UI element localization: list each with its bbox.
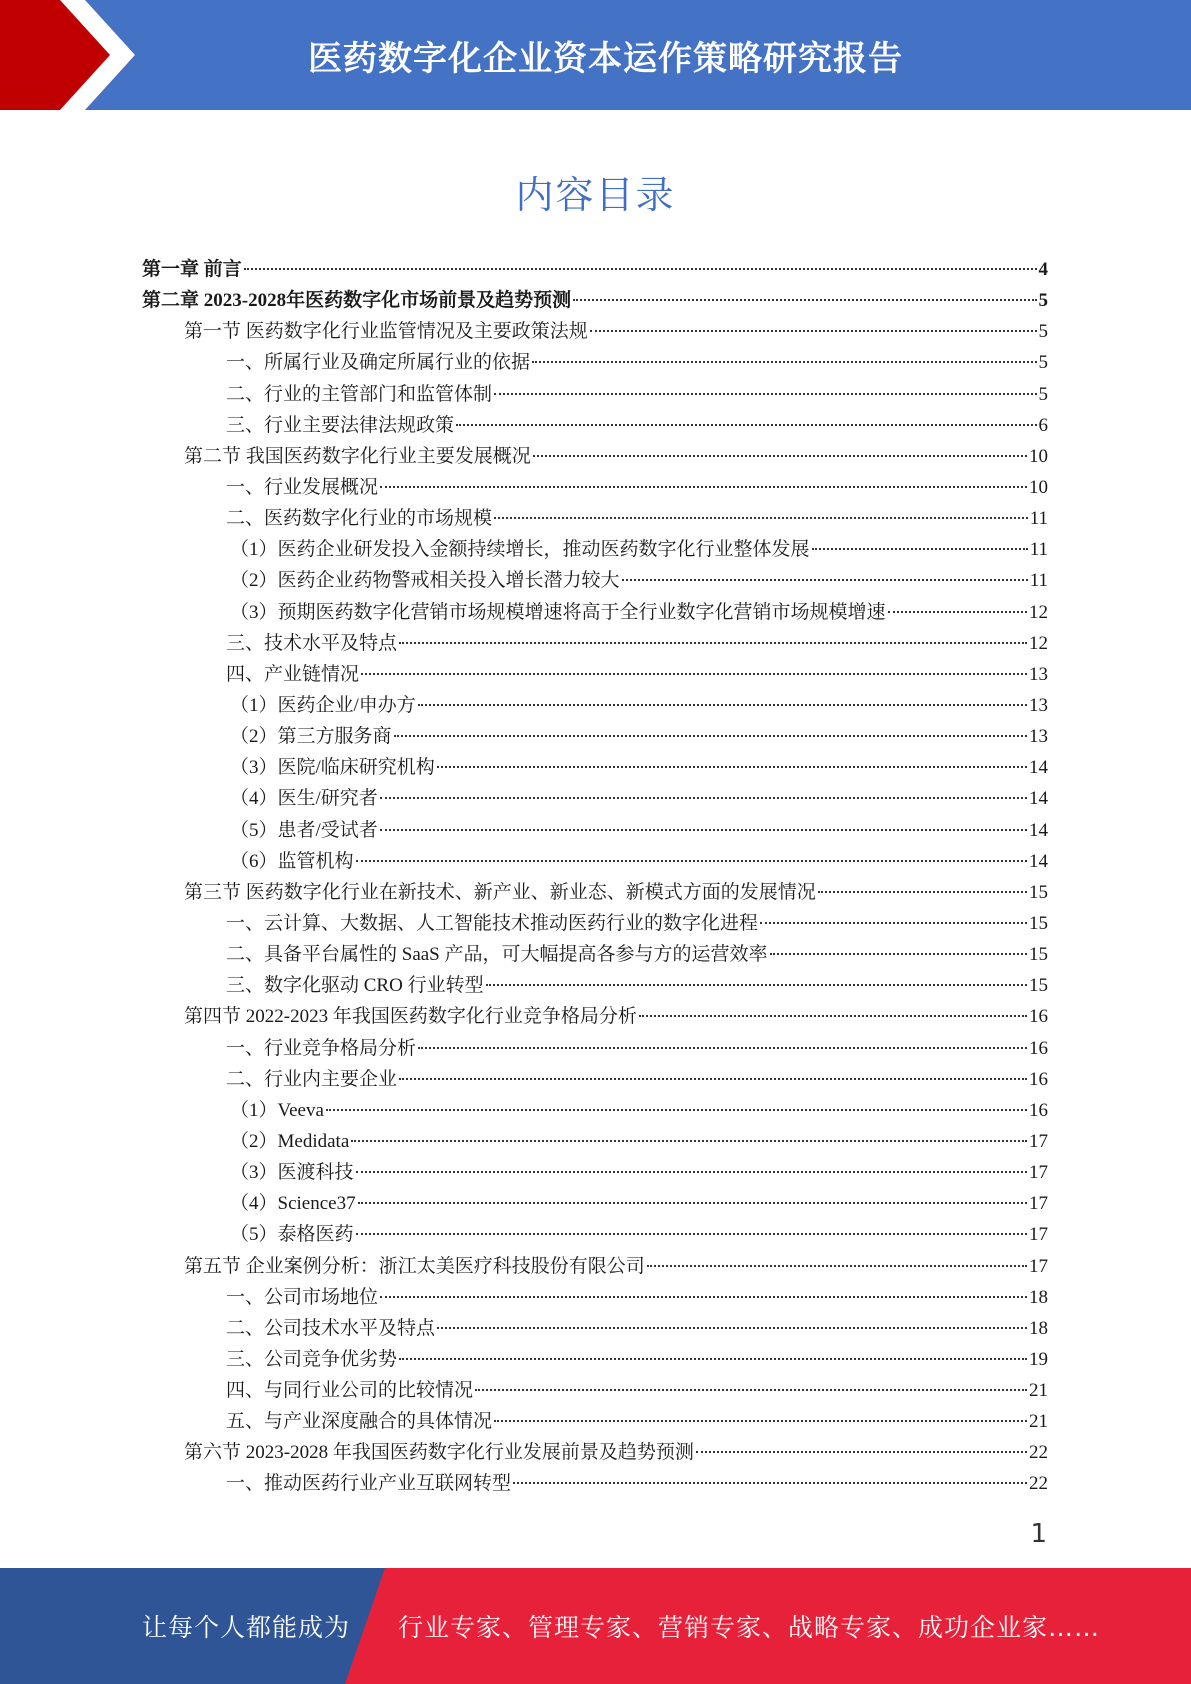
toc-entry-label: 五、与产业深度融合的具体情况	[226, 1411, 493, 1433]
toc-entry-label: 第二章 2023-2028年医药数字化市场前景及趋势预测	[142, 290, 572, 312]
toc-entry-page: 21	[1029, 1411, 1048, 1433]
toc-entry-page: 14	[1029, 757, 1048, 779]
toc-leader-dots	[380, 797, 1027, 799]
toc-entry-page: 15	[1029, 912, 1048, 934]
toc-leader-dots	[573, 299, 1036, 301]
toc-entry-label: 二、医药数字化行业的市场规模	[226, 508, 493, 530]
toc-entry[interactable]	[142, 441, 1048, 472]
toc-entry-page: 14	[1029, 850, 1048, 872]
toc-leader-dots	[399, 1358, 1027, 1360]
toc-entry-page: 14	[1029, 788, 1048, 810]
toc-entry-label: 一、推动医药行业产业互联网转型	[226, 1473, 512, 1495]
toc-entry-label: （2）第三方服务商	[230, 726, 392, 748]
toc-leader-dots	[486, 984, 1027, 986]
toc-entry-label: （3）医渡科技	[230, 1162, 354, 1184]
toc-entry-label: 三、数字化驱动 CRO 行业转型	[226, 975, 484, 997]
toc-entry-label: 第一节 医药数字化行业监管情况及主要政策法规	[184, 321, 588, 343]
toc-entry-page: 16	[1029, 1037, 1048, 1059]
toc-leader-dots	[639, 1015, 1027, 1017]
toc-entry[interactable]	[142, 628, 1048, 659]
toc-leader-dots	[494, 1420, 1027, 1422]
toc-entry[interactable]	[142, 1157, 1048, 1188]
toc-leader-dots	[418, 704, 1027, 706]
toc-entry[interactable]	[142, 1375, 1048, 1406]
toc-entry-page: 13	[1029, 726, 1048, 748]
footer-banner	[0, 1568, 1191, 1684]
toc-entry[interactable]	[142, 1033, 1048, 1064]
toc-entry-page: 22	[1029, 1442, 1048, 1464]
toc-entry-label: 第六节 2023-2028 年我国医药数字化行业发展前景及趋势预测	[184, 1442, 694, 1464]
toc-entry[interactable]	[142, 1219, 1048, 1250]
toc-leader-dots	[356, 1171, 1027, 1173]
toc-entry-label: 一、云计算、大数据、人工智能技术推动医药行业的数字化进程	[226, 912, 759, 934]
toc-leader-dots	[399, 1078, 1027, 1080]
toc-entry[interactable]	[142, 1188, 1048, 1219]
toc-entry-label: （2）医药企业药物警戒相关投入增长潜力较大	[230, 570, 620, 592]
toc-leader-dots	[380, 829, 1027, 831]
toc-entry[interactable]	[142, 472, 1048, 503]
toc-entry-page: 14	[1029, 819, 1048, 841]
toc-leader-dots	[356, 860, 1027, 862]
toc-entry-page: 18	[1029, 1317, 1048, 1339]
toc-entry[interactable]	[142, 846, 1048, 877]
toc-leader-dots	[760, 922, 1027, 924]
header-arrow-decoration	[0, 0, 140, 110]
toc-leader-dots	[394, 735, 1027, 737]
toc-entry-label: （2）Medidata	[230, 1130, 350, 1152]
toc-entry-label: 第一章 前言	[142, 259, 242, 280]
toc-entry[interactable]	[142, 565, 1048, 596]
toc-entry-page: 18	[1029, 1286, 1048, 1308]
toc-leader-dots	[437, 1327, 1027, 1329]
toc-entry[interactable]	[142, 1282, 1048, 1313]
toc-entry-page: 12	[1029, 601, 1048, 623]
toc-leader-dots	[818, 891, 1027, 893]
toc-entry-label: 一、所属行业及确定所属行业的依据	[226, 352, 531, 374]
toc-entry-label: 三、公司竞争优劣势	[226, 1348, 398, 1370]
footer-slogan-right: 行业专家、管理专家、营销专家、战略专家、成功企业家……	[398, 1613, 1101, 1642]
toc-entry[interactable]	[142, 1437, 1048, 1468]
table-of-contents	[142, 254, 1048, 1500]
toc-entry-page: 5	[1038, 290, 1048, 312]
toc-leader-dots	[888, 611, 1027, 613]
toc-entry[interactable]	[142, 690, 1048, 721]
toc-entry[interactable]	[142, 254, 1048, 285]
toc-entry-label: 第五节 企业案例分析：浙江太美医疗科技股份有限公司	[184, 1255, 645, 1277]
toc-entry-label: （4）Science37	[230, 1193, 356, 1215]
toc-leader-dots	[418, 1047, 1027, 1049]
toc-entry-page: 6	[1038, 414, 1048, 436]
toc-entry[interactable]	[142, 1313, 1048, 1344]
toc-leader-dots	[647, 1265, 1027, 1267]
toc-entry[interactable]	[142, 1001, 1048, 1032]
toc-entry[interactable]	[142, 815, 1048, 846]
toc-leader-dots	[812, 548, 1028, 550]
toc-entry-label: 四、产业链情况	[226, 663, 360, 685]
toc-entry-page: 13	[1029, 694, 1048, 716]
toc-leader-dots	[380, 486, 1027, 488]
toc-entry-label: 第四节 2022-2023 年我国医药数字化行业竞争格局分析	[184, 1006, 637, 1028]
toc-leader-dots	[494, 393, 1036, 395]
toc-entry-label: 第二节 我国医药数字化行业主要发展概况	[184, 445, 531, 467]
toc-leader-dots	[437, 766, 1027, 768]
toc-entry-label: 二、具备平台属性的 SaaS 产品，可大幅提高各参与方的运营效率	[226, 944, 768, 966]
toc-entry[interactable]	[142, 410, 1048, 441]
toc-leader-dots	[361, 673, 1027, 675]
toc-leader-dots	[356, 1233, 1027, 1235]
toc-leader-dots	[533, 455, 1027, 457]
toc-entry[interactable]	[142, 970, 1048, 1001]
toc-leader-dots	[494, 517, 1028, 519]
toc-leader-dots	[475, 1389, 1027, 1391]
toc-entry[interactable]	[142, 597, 1048, 628]
toc-entry[interactable]	[142, 659, 1048, 690]
toc-entry[interactable]	[142, 1095, 1048, 1126]
header-banner	[0, 0, 1191, 110]
toc-entry-label: 二、行业内主要企业	[226, 1068, 398, 1090]
toc-entry-label: 四、与同行业公司的比较情况	[226, 1380, 474, 1402]
toc-entry-page: 15	[1029, 975, 1048, 997]
toc-heading: 内容目录	[515, 173, 676, 217]
toc-entry-label: 二、行业的主管部门和监管体制	[226, 383, 493, 405]
toc-entry[interactable]	[142, 1064, 1048, 1095]
toc-entry-page: 17	[1029, 1193, 1048, 1215]
toc-leader-dots	[590, 330, 1037, 332]
toc-entry-label: （5）泰格医药	[230, 1224, 354, 1246]
toc-entry-label: （4）医生/研究者	[230, 788, 378, 810]
toc-leader-dots	[326, 1109, 1027, 1111]
toc-leader-dots	[696, 1451, 1027, 1453]
toc-entry[interactable]	[142, 285, 1048, 316]
toc-entry-label: （1）医药企业/申办方	[230, 694, 416, 716]
toc-leader-dots	[351, 1140, 1027, 1142]
toc-entry-label: 三、行业主要法律法规政策	[226, 414, 455, 436]
toc-entry-label: （1）Veeva	[230, 1099, 324, 1121]
toc-entry-page: 11	[1029, 508, 1048, 530]
toc-entry[interactable]	[142, 783, 1048, 814]
toc-entry[interactable]	[142, 721, 1048, 752]
toc-entry[interactable]	[142, 908, 1048, 939]
toc-entry-page: 5	[1038, 321, 1048, 343]
toc-entry-label: （1）医药企业研发投入金额持续增长，推动医药数字化行业整体发展	[230, 539, 810, 561]
toc-entry[interactable]	[142, 877, 1048, 908]
page-number: 1	[1030, 1519, 1047, 1549]
toc-leader-dots	[770, 953, 1027, 955]
toc-entry[interactable]	[142, 503, 1048, 534]
footer-slogan-left: 让每个人都能成为	[142, 1613, 351, 1642]
toc-entry-page: 15	[1029, 881, 1048, 903]
toc-leader-dots	[532, 361, 1036, 363]
toc-entry[interactable]	[142, 1406, 1048, 1437]
toc-entry-label: （3）预期医药数字化营销市场规模增速将高于全行业数字化营销市场规模增速	[230, 601, 886, 623]
toc-entry-page: 15	[1029, 944, 1048, 966]
toc-entry-label: 一、行业发展概况	[226, 476, 379, 498]
toc-entry-page: 10	[1029, 476, 1048, 498]
toc-entry-page: 17	[1029, 1255, 1048, 1277]
toc-leader-dots	[380, 1296, 1027, 1298]
toc-entry-label: 第三节 医药数字化行业在新技术、新产业、新业态、新模式方面的发展情况	[184, 881, 816, 903]
toc-entry-page: 12	[1029, 632, 1048, 654]
toc-leader-dots	[399, 642, 1027, 644]
toc-entry-page: 11	[1029, 570, 1048, 592]
toc-entry-page: 13	[1029, 663, 1048, 685]
toc-entry[interactable]	[142, 752, 1048, 783]
toc-leader-dots	[622, 579, 1028, 581]
toc-entry-page: 17	[1029, 1224, 1048, 1246]
toc-entry-page: 16	[1029, 1006, 1048, 1028]
toc-entry-page: 5	[1038, 383, 1048, 405]
toc-leader-dots	[358, 1202, 1027, 1204]
toc-entry[interactable]	[142, 534, 1048, 565]
toc-entry-page: 17	[1029, 1130, 1048, 1152]
toc-entry-page: 11	[1029, 539, 1048, 561]
toc-entry[interactable]	[142, 379, 1048, 410]
toc-leader-dots	[513, 1482, 1027, 1484]
toc-entry[interactable]	[142, 1126, 1048, 1157]
toc-entry-label: 一、公司市场地位	[226, 1286, 379, 1308]
toc-entry[interactable]	[142, 347, 1048, 378]
toc-entry-page: 19	[1029, 1348, 1048, 1370]
toc-entry[interactable]	[142, 1251, 1048, 1282]
toc-entry[interactable]	[142, 316, 1048, 347]
toc-entry-page: 22	[1029, 1473, 1048, 1495]
toc-entry-page: 21	[1029, 1380, 1048, 1402]
toc-entry[interactable]	[142, 1468, 1048, 1499]
toc-entry-page: 10	[1029, 445, 1048, 467]
report-title: 医药数字化企业资本运作策略研究报告	[308, 38, 903, 79]
toc-entry-label: （6）监管机构	[230, 850, 354, 872]
toc-entry-page: 5	[1038, 352, 1048, 374]
toc-entry-page: 17	[1029, 1162, 1048, 1184]
toc-entry[interactable]	[142, 1344, 1048, 1375]
toc-entry-label: 二、公司技术水平及特点	[226, 1317, 436, 1339]
toc-entry[interactable]	[142, 939, 1048, 970]
toc-entry-page: 16	[1029, 1068, 1048, 1090]
toc-entry-label: （3）医院/临床研究机构	[230, 757, 435, 779]
toc-entry-label: （5）患者/受试者	[230, 819, 378, 841]
toc-leader-dots	[244, 268, 1037, 270]
toc-leader-dots	[456, 424, 1036, 426]
toc-entry-label: 三、技术水平及特点	[226, 632, 398, 654]
toc-entry-label: 一、行业竞争格局分析	[226, 1037, 417, 1059]
toc-entry-page: 16	[1029, 1099, 1048, 1121]
toc-entry-page: 4	[1038, 259, 1048, 280]
